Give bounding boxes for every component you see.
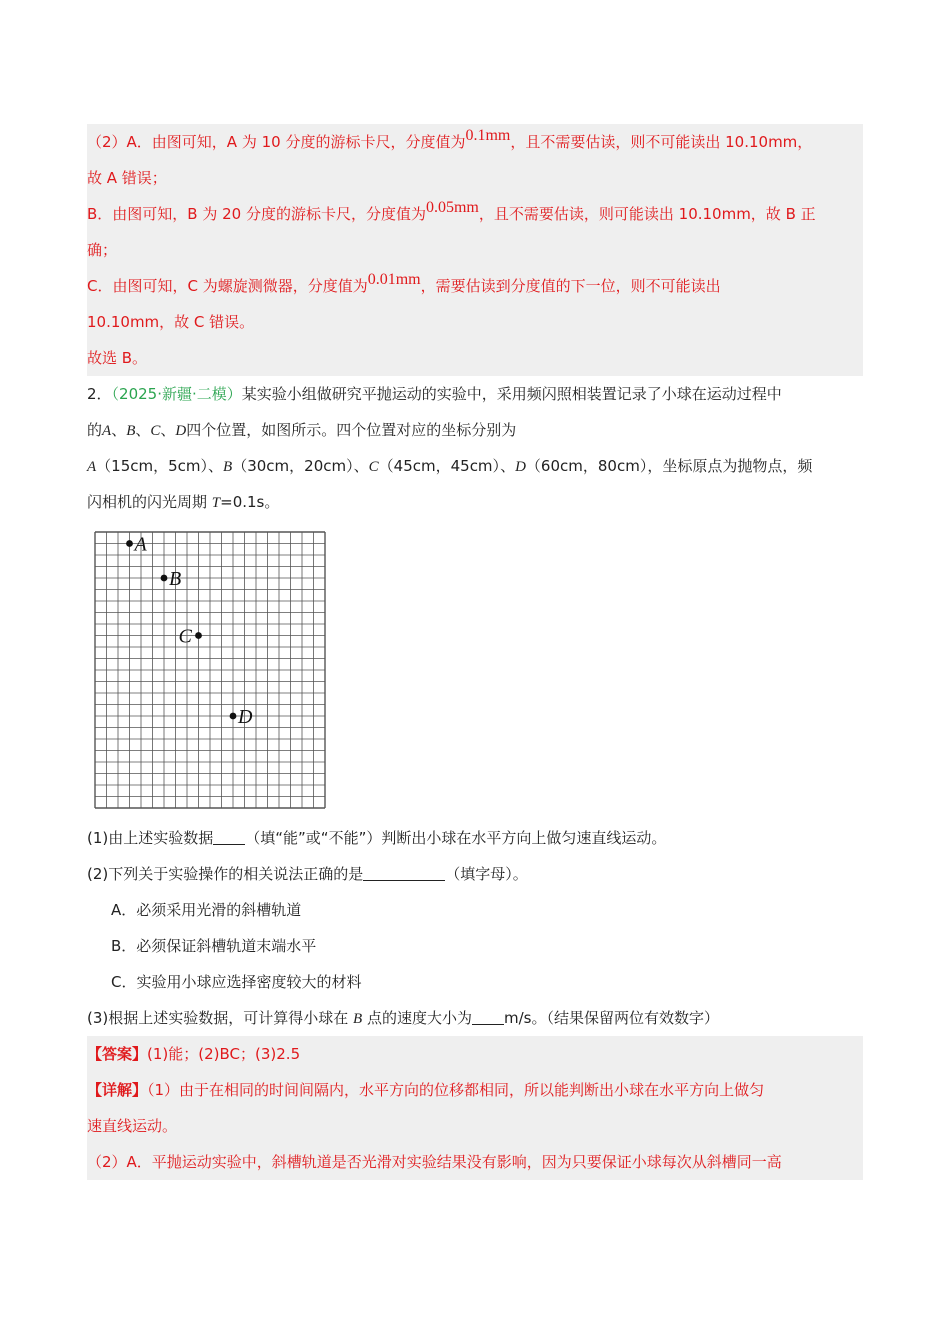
sub-question-2: (2)下列关于实验操作的相关说法正确的是 （填字母）。 [87,856,863,892]
previous-answer-block [87,124,863,376]
question-2 [87,376,863,1036]
prev-line-1: （2）A．由图可知，A 为 10 分度的游标卡尺，分度值为0.1mm，且不需要估读，则不可能读出 10.10mm， [87,127,813,151]
answer-blank-3[interactable] [472,1006,504,1025]
option-c: C．实验用小球应选择密度较大的材料 [111,973,362,991]
detail-line-1: 【详解】（1）由于在相同的时间间隔内，水平方向的位移都相同，所以能判断出小球在水平方向上做匀 [87,1081,765,1099]
prev-line-7: 故选 B。 [87,349,148,367]
answer-blank-2[interactable] [363,862,445,881]
sub-question-1: (1)由上述实验数据 （填“能”或“不能”）判断出小球在水平方向上做匀速直线运动。 [87,820,863,856]
option-a: A．必须采用光滑的斜槽轨道 [111,901,302,919]
point-label-a: A [134,533,147,556]
q2-line-3: A（15cm，5cm）、B（30cm，20cm）、C（45cm，45cm）、D（60cm，80cm），坐标原点为抛物点，频 [87,457,813,475]
question-source: （2025·新疆·二模） [111,385,242,403]
prev-line-4: 确； [87,241,118,259]
answer-blank-1[interactable] [213,826,245,845]
prev-line-3: B．由图可知，B 为 20 分度的游标卡尺，分度值为0.05mm，且不需要估读，则可能读出 10.10mm，故 B 正 [87,199,816,223]
point-label-b: B [169,568,182,590]
option-b: B．必须保证斜槽轨道末端水平 [111,937,317,955]
q2-line-4: 闪相机的闪光周期 T=0.1s。 [87,493,280,511]
q2-line-2: 的A、B、C、D四个位置，如图所示。四个位置对应的坐标分别为 [87,421,517,439]
sub-question-3: (3)根据上述实验数据，可计算得小球在 B 点的速度大小为 m/s。（结果保留两位有效数字） [87,1000,863,1036]
point-d [230,713,237,720]
q2-line-1: 2．（2025·新疆·二模）某实验小组做研究平抛运动的实验中，采用频闪照相装置记录了小球在运动过程中 [87,385,782,403]
point-c [195,632,202,639]
answer-block [87,1036,863,1180]
page [87,124,863,1180]
point-label-d: D [238,706,253,728]
grid-diagram [93,530,333,820]
detail-line-2: 速直线运动。 [87,1117,178,1135]
point-b [161,575,168,582]
prev-line-6: 10.10mm，故 C 错误。 [87,313,255,331]
grid-figure [87,520,863,820]
point-label-c: C [178,625,192,648]
detail-line-3: （2）A．平抛运动实验中，斜槽轨道是否光滑对实验结果没有影响，因为只要保证小球每次从斜槽同一高 [87,1153,782,1171]
prev-line-2: 故 A 错误； [87,169,167,187]
answer-line: 【答案】(1)能；(2)BC；(3)2.5 [87,1045,301,1063]
prev-line-5: C．由图可知，C 为螺旋测微器，分度值为0.01mm，需要估读到分度值的下一位，则不可能读出 [87,271,721,295]
point-a [126,540,133,547]
